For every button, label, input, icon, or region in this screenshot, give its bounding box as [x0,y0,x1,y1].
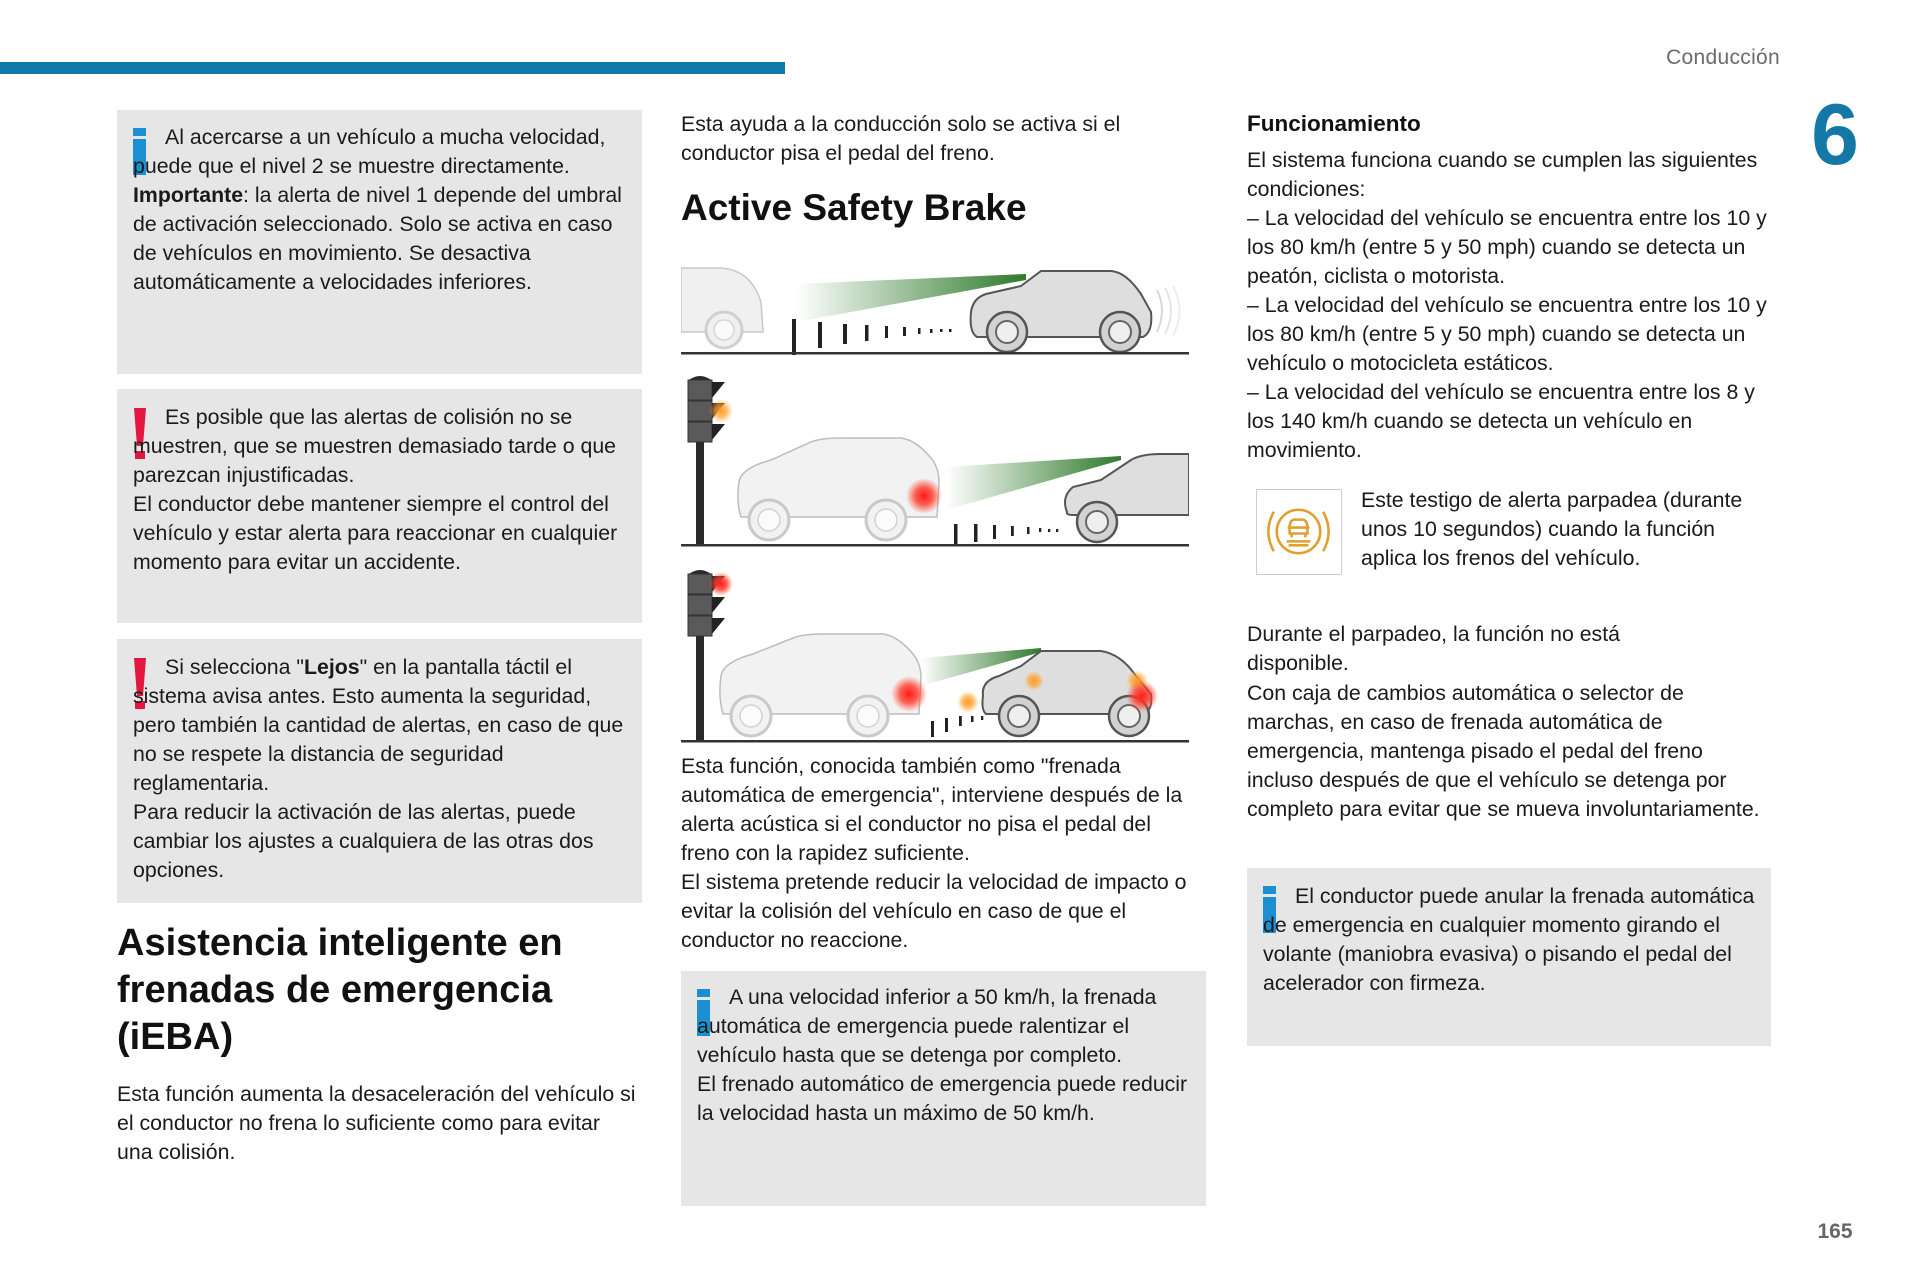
lejos-option: Lejos [303,655,360,679]
info-text-2: El frenado automático de emergencia puede reducir la velocidad hasta un máximo de 50 km/h. [697,1072,1188,1125]
vehicle-detection-illustration [681,262,1189,358]
ieba-paragraph: Esta función aumenta la desaceleración del vehículo si el conductor no frena lo suficiente como para evitar una colisión. [117,1082,636,1164]
warning-box-lejos [117,639,642,903]
warning-text: Si selecciona "Lejos" en la pantalla táctil el sistema avisa antes. Esto aumenta la seguridad, pero también la cantidad de alertas, en caso de que no se respete la distancia de seguridad reglamentaria. [133,655,624,795]
important-text: : la alerta de nivel 1 depende del umbral de activación seleccionado. Solo se activa en caso de vehículos en movimiento. Se desactiva automáticamente a velocidades inferiores. [133,183,622,294]
warning-text-2: El conductor debe mantener siempre el control del vehículo y estar alerta para reaccionar en cualquier momento para evitar un accidente. [133,492,618,574]
brake-warning-lamp-icon [1256,489,1342,575]
info-box-level2 [117,110,642,374]
asb-intro: Esta ayuda a la conducción solo se activa si el conductor pisa el pedal del freno. [681,112,1121,165]
info-text: Al acercarse a un vehículo a mucha velocidad, puede que el nivel 2 se muestre directamente. [133,125,606,178]
header-accent-bar [0,62,785,74]
conditions-intro: El sistema funciona cuando se cumplen las siguientes condiciones: [1247,148,1758,201]
info-text: El conductor puede anular la frenada automática de emergencia en cualquier momento girando el volante (maniobra evasiva) o pisando el pedal del acelerador con firmeza. [1263,884,1755,995]
info-box-speed-limit [681,971,1206,1206]
important-label: Importante [133,183,244,207]
warning-box-alerts [117,389,642,623]
amber-light-braking-illustration [681,372,1189,550]
chapter-number: 6 [1811,87,1859,183]
info-box-override [1247,868,1771,1046]
condition-item: – La velocidad del vehículo se encuentra entre los 8 y los 140 km/h cuando se detecta un vehículo en movimiento. [1247,380,1755,462]
heading-active-safety-brake: Active Safety Brake [681,187,1027,228]
asb-paragraph-1: Esta función, conocida también como "frenada automática de emergencia", interviene después de la alerta acústica si el conductor no pisa el pedal del freno con la rapidez suficiente. [681,754,1183,865]
heading-ieba: Asistencia inteligente en frenadas de emergencia (iEBA) [117,922,563,1058]
important-note [133,181,630,297]
blinking-paragraph: Durante el parpadeo, la función no está disponible. [1247,622,1620,675]
warning-text: Es posible que las alertas de colisión no se muestren, que se muestren demasiado tarde o que parezcan injustificadas. [133,405,617,487]
info-text: A una velocidad inferior a 50 km/h, la frenada automática de emergencia puede ralentizar el vehículo hasta que se detenga por completo. [697,985,1157,1067]
condition-item: – La velocidad del vehículo se encuentra entre los 10 y los 80 km/h (entre 5 y 50 mph) cuando se detecta un peatón, ciclista o motorista. [1247,206,1767,288]
condition-item: – La velocidad del vehículo se encuentra entre los 10 y los 80 km/h (entre 5 y 50 mph) cuando se detecta un vehículo o motocicleta estáticos. [1247,293,1767,375]
asb-paragraph-2: El sistema pretende reducir la velocidad de impacto o evitar la colisión del vehículo en caso de que el conductor no reaccione. [681,870,1187,952]
lamp-description: Este testigo de alerta parpadea (durante unos 10 segundos) cuando la función aplica los frenos del vehículo. [1361,488,1743,570]
red-light-collision-illustration [681,566,1189,744]
page-number: 165 [1817,1220,1853,1243]
brake-warning-lamp-glyph [1257,490,1340,573]
section-title: Conducción [1666,46,1780,69]
gearbox-paragraph: Con caja de cambios automática o selector de marchas, en caso de frenada automática de emergencia, mantenga pisado el pedal del freno incluso después de que el vehículo se detenga por completo para evitar que se mueva involuntariamente. [1247,681,1760,821]
subheading-funcionamiento: Funcionamiento [1247,111,1421,136]
conditions-section [1247,146,1772,465]
warning-text-2: Para reducir la activación de las alertas, puede cambiar los ajustes a cualquiera de las otras dos opciones. [133,800,594,882]
